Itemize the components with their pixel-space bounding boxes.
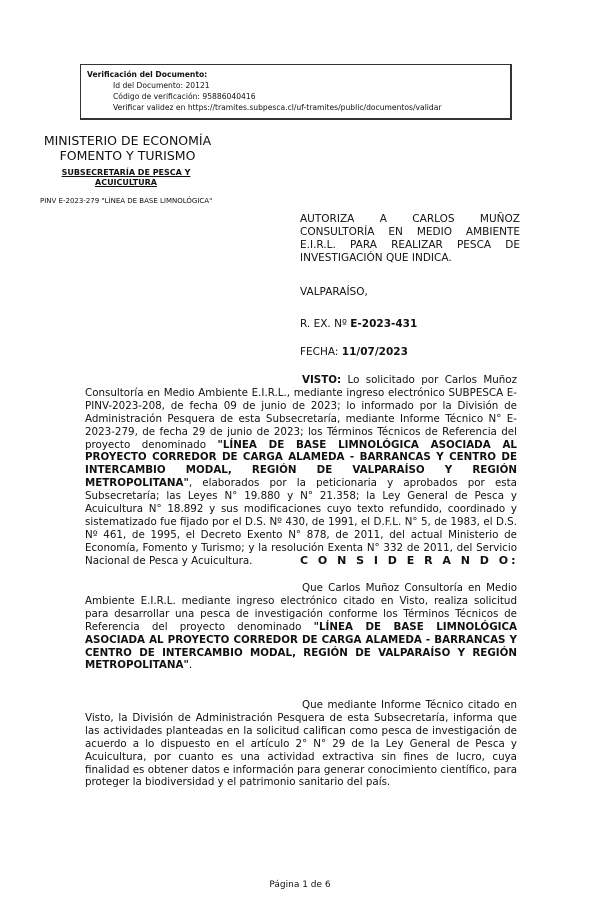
verification-box bbox=[80, 64, 512, 120]
fecha-value: 11/07/2023 bbox=[341, 346, 408, 358]
verification-list bbox=[87, 80, 504, 113]
considerando-title: C O N S I D E R A N D O: bbox=[300, 554, 519, 567]
considerando-paragraph-2: Que mediante Informe Técnico citado en Visto, la División de Administración Pesquera de esta Subsecretaría, informa que las actividades planteadas en la solicitud califican como pesca de investigación de acuerdo a lo dispuesto en el artículo 2° N° 29 de la Ley General de Pesca y Acuicultura, por cuanto es una actividad extractiva sin fines de lucro, cuya finalidad es obtener datos e información para generar conocimiento científico, para proteger la biodiversidad y el patrimonio sanitario del país. bbox=[85, 699, 517, 789]
ministry-line-1: MINISTERIO DE ECONOMÍA bbox=[43, 133, 212, 148]
visto-text-2: , elaborados por la peticionaria y aprobados por esta Subsecretaría; las Leyes N° 19.880 y N° 21.358; la Ley General de Pesca y Acuicultura N° 18.892 y sus modificaciones cuyo texto refundido, coordinado y sistematizado fue fijado por el D.S. Nº 430, de 1991, el D.F.L. N° 5, de 1983, el D.S. Nº 461, de 1995, el Decreto Exento N° 878, de 2011, del actual Ministerio de Economía, Fomento y Turismo; y la resolución Exenta N° 332 de 2011, del Servicio Nacional de Pesca y Acuicultura. bbox=[85, 477, 517, 567]
subsecretaria-line-2: ACUICULTURA bbox=[95, 178, 157, 187]
cons1-project: "LÍNEA DE BASE LIMNOLÓGICA ASOCIADA AL PROYECTO CORREDOR DE CARGA ALAMEDA - BARRANCAS Y CENTRO DE INTERCAMBIO MODAL, REGIÓN DE VALPARAÍSO Y REGIÓN METROPOLITANA" bbox=[85, 620, 517, 672]
considerando-paragraph-1 bbox=[85, 582, 517, 672]
cons1-text: Que Carlos Muñoz Consultoría en Medio Ambiente E.I.R.L. mediante ingreso electrónico citado en Visto, realiza solicitud para desarrollar una pesca de investigación conforme los Términos Técnicos de Referencia del proyecto denominado bbox=[85, 582, 517, 633]
rex-label: R. EX. Nº bbox=[300, 318, 351, 330]
visto-text-1: Lo solicitado por Carlos Muñoz Consultoría en Medio Ambiente E.I.R.L., mediante ingreso electrónico SUBPESCA E-PINV-2023-208, de fecha 09 de junio de 2023; lo informado por la División de Administración Pesquera de esta Subsecretaría, mediante Informe Técnico N° E-2023-279, de fecha 29 de junio de 2023; los Términos Técnicos de Referencia del proyecto denominado bbox=[85, 374, 517, 451]
verification-url[interactable]: • Verificar validez en https://tramites.subpesca.cl/uf-tramites/public/documentos/validar bbox=[113, 102, 504, 113]
resolution-date bbox=[300, 346, 520, 359]
page-number: Página 1 de 6 bbox=[269, 880, 331, 890]
visto-project: "LÍNEA DE BASE LIMNOLÓGICA ASOCIADA AL PROYECTO CORREDOR DE CARGA ALAMEDA - BARRANCAS Y CENTRO DE INTERCAMBIO MODAL, REGIÓN DE VALPARAÍSO Y REGIÓN METROPOLITANA" bbox=[85, 438, 517, 490]
resolution-summary: AUTORIZA A CARLOS MUÑOZ CONSULTORÍA EN MEDIO AMBIENTE E.I.R.L. PARA REALIZAR PESCA DE INVESTIGACIÓN QUE INDICA. bbox=[300, 213, 520, 264]
cons1-end: . bbox=[188, 659, 193, 672]
city: VALPARAÍSO, bbox=[300, 286, 368, 298]
visto-paragraph bbox=[85, 374, 517, 568]
verification-code: • Código de verificación: 95886040416 bbox=[113, 91, 504, 102]
subsecretaria-line-1: SUBSECRETARÍA DE PESCA Y bbox=[61, 168, 191, 177]
pinv-reference: PINV E-2023-279 "LÍNEA DE BASE LIMNOLÓGICA" bbox=[40, 197, 213, 205]
resolution-number bbox=[300, 318, 520, 331]
fecha-label: FECHA: bbox=[300, 346, 342, 358]
ministry-name bbox=[40, 133, 215, 163]
visto-label: VISTO: bbox=[302, 374, 342, 386]
verification-title: Verificación del Documento: bbox=[87, 70, 208, 79]
subsecretaria-name bbox=[40, 168, 212, 188]
rex-value: E-2023-431 bbox=[350, 318, 418, 330]
ministry-line-2: FOMENTO Y TURISMO bbox=[59, 148, 196, 163]
document-id: • Id del Documento: 20121 bbox=[113, 80, 504, 91]
